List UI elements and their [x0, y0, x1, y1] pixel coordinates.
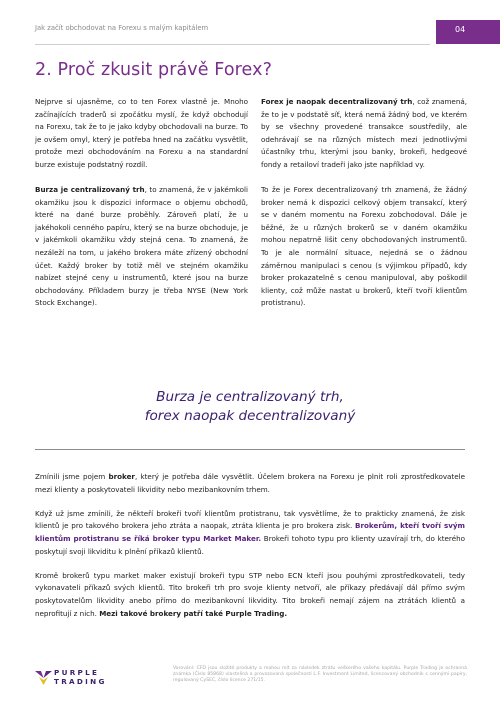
pull-quote-line-1: Burza je centralizovaný trh,: [156, 389, 344, 405]
running-title: Jak začít obchodovat na Forexu s malým kapitálem: [35, 24, 209, 32]
purple-trading-highlight: Mezi takové brokery patří také Purple Trading.: [99, 608, 288, 618]
paragraph-exchange: [35, 184, 248, 310]
paragraph-broker: [35, 471, 465, 496]
page-number: 04: [455, 25, 466, 34]
stp-ecn-text: Kromě brokerů typu market maker existují brokeři typu STP nebo ECN kteří jsou pouhými zprostředkovateli, tedy vykonavateli příkazů svých klientů. Tito brokeři trh pro svoje klienty netvoří, ale příkazy předávají dál přímo svým poskytovatelům likvidity anebo přímo do mezibankovní likvidity. Tito brokeři nemají zájem na ztrátách klientů a neprofitují z nich.: [35, 570, 465, 618]
market-maker-highlight: Brokerům, kteří tvoří svým klientům protistranu se říká broker typu Market Maker.: [35, 521, 465, 543]
logo-wordmark: [54, 668, 107, 686]
paragraph-forex-intro: Nejprve si ujasněme, co to ten Forex vlastně je. Mnoho začínajících traderů si zpočátku myslí, že když obchodují na Forexu, tak že to je jako kdyby obchodovali na burze. To je ovšem omyl, který je potřeba hned na začátku vysvětlit, protože mezi obchodováním na Forexu a na standardní burze existuje podstatný rozdíl.: [35, 97, 248, 169]
purple-trading-logo: [35, 667, 135, 691]
forex-definition-bold: Forex je naopak decentralizovaný trh: [261, 97, 413, 106]
market-maker-text-a: Když už jsme zmínili, že někteří brokeři tvoří klientům protistranu, tak vysvětlíme, že to prakticky znamená, že zisk klientů je pro takového brokera jeho ztráta a naopak, ztráta klienta je pro brokera zisk.: [35, 508, 465, 531]
pull-quote: [35, 388, 465, 425]
broker-text-a: Zmínili jsme pojem: [35, 472, 109, 481]
quote-divider: [35, 449, 465, 450]
forex-definition-text: , což znamená, že to je v podstatě síť, která nemá žádný bod, ve kterém by se všechny provedené transakce soustředily, ale odehrávají se na různých místech mezi jednotlivými účastníky trhu, kterými jsou banky, brokeři, hedgeové fondy a retailoví tradeři jako jste například vy.: [261, 97, 467, 169]
broker-term: broker: [108, 472, 135, 481]
exchange-definition-bold: Burza je centralizovaný trh: [35, 184, 145, 194]
body-text: [35, 471, 465, 632]
paragraph-stp-ecn: [35, 570, 465, 620]
risk-disclaimer: Varování: CFD jsou složité produkty a mohou mít za následek ztrátu veškerého vašeho kapitálu. Purple Trading je ochranná známka (Číslo 85868) vlastněná a provozovaná společností L.F. Investment Limited, licencovaný obchodník s cennými papíry, regulovaný CySEC, číslo licence 271/15.: [173, 666, 467, 684]
left-column: [35, 96, 248, 322]
paragraph-price-differences: To že je Forex decentralizovaný trh znamená, že žádný broker nemá k dispozici celkový objem transakcí, který se v daném momentu na Forexu zobchodoval. Dále je běžné, že u různých brokerů se v daném okamžiku mohou nepatrně lišit ceny obchodovaných instrumentů. To je ale normální situace, nejedná se o žádnou záměrnou manipulaci s cenou (s výjimkou případů, kdy broker prokazatelně s cenou manipuloval, aby poškodil klienty, což může nastat u brokerů, kteří tvoří klientům protistranu).: [261, 184, 467, 308]
purple-trading-logo-icon: [35, 669, 52, 686]
paragraph-market-maker: [35, 508, 465, 558]
paragraph-forex-decentralized: [261, 96, 467, 172]
section-title: 2. Proč zkusit právě Forex?: [35, 60, 272, 80]
right-column: [261, 96, 467, 322]
logo-word-purple: PURPLE: [54, 668, 100, 677]
page-header: [0, 0, 500, 44]
logo-word-trading: TRADING: [54, 677, 107, 686]
page-number-tab: [436, 20, 500, 44]
header-rule: [35, 44, 430, 45]
market-maker-text-b: Brokeři tohoto typu pro klienty uzavírají trh, do kterého poskytují svoji likviditu k plnění příkazů klientů.: [35, 533, 465, 556]
exchange-definition-text: , to znamená, že v jakémkoli okamžiku jsou k dispozici informace o objemu obchodů, které na dané burze proběhly. Zároveň platí, že u jakéhokoli cenného papíru, který se na burze obchoduje, je v jakémkoli okamžiku vždy stejná cena. To znamená, že nezáleží na tom, u jakého brokera máte zřízený obchodní účet. Každý broker by totiž měl ve stejném okamžiku nabízet stejné ceny u instrumentů, které jsou na burze obchodovány. Příkladem burzy je třeba NYSE (New York Stock Exchange).: [35, 184, 248, 308]
pull-quote-line-2: forex naopak decentralizovaný: [144, 407, 356, 424]
broker-text-b: , který je potřeba dále vysvětlit. Účelem brokera na Forexu je plnit roli zprostředkovatele mezi klienty a poskytovateli likvidity nebo mezibankovním trhem.: [35, 472, 465, 494]
